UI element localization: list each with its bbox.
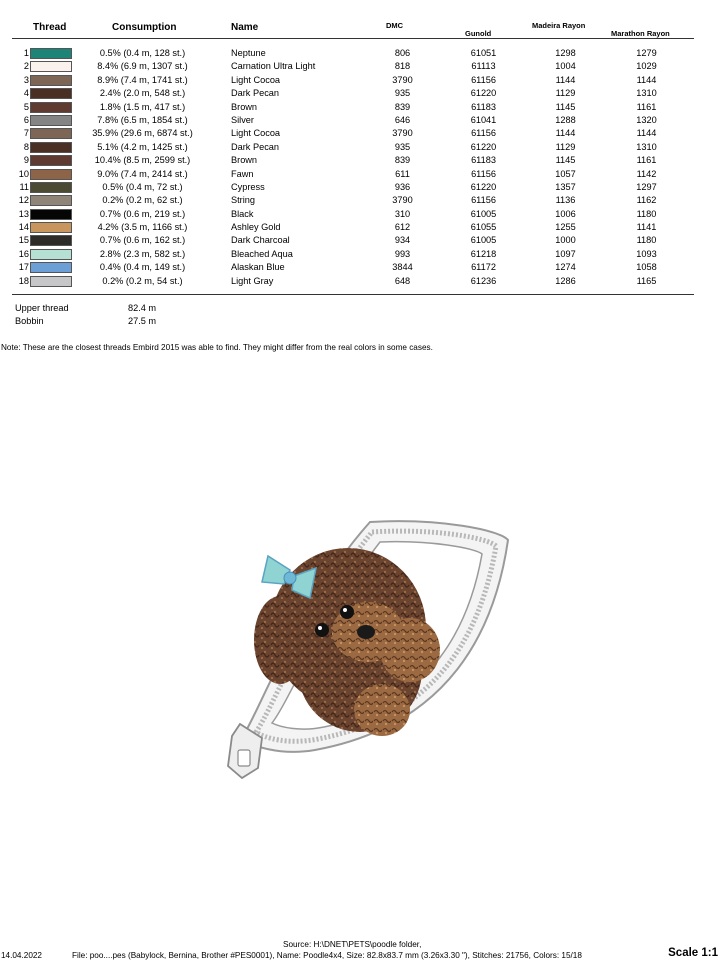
thread-row (0, 181, 720, 194)
thread-madeira: 1006 (555, 208, 576, 219)
upper-thread-label: Upper thread (15, 303, 69, 313)
thread-madeira: 1145 (555, 101, 576, 112)
thread-color-swatch (30, 262, 72, 273)
thread-marathon: 1310 (636, 141, 657, 152)
thread-marathon: 1142 (636, 168, 657, 179)
thread-consumption: 0.5% (0.4 m, 128 st.) (99, 48, 186, 58)
thread-row (0, 168, 720, 181)
thread-gunold: 61005 (470, 208, 497, 219)
note-text: Note: These are the closest threads Embird 2015 was able to find. They might differ from the real colors in some cases. (1, 343, 433, 352)
thread-marathon: 1144 (636, 128, 657, 139)
thread-row (0, 208, 720, 221)
table-bottom-rule (12, 294, 694, 295)
thread-marathon: 1162 (636, 195, 657, 206)
thread-name: Brown (231, 101, 258, 112)
thread-list (0, 47, 720, 288)
thread-gunold: 61005 (470, 235, 497, 246)
thread-number: 14 (18, 222, 29, 233)
thread-madeira: 1357 (555, 181, 576, 192)
thread-color-swatch (30, 88, 72, 99)
thread-name: Light Gray (231, 275, 274, 286)
thread-row (0, 141, 720, 154)
thread-row (0, 74, 720, 87)
thread-gunold: 61156 (471, 168, 496, 179)
thread-number: 10 (18, 168, 29, 179)
thread-gunold: 61055 (470, 222, 497, 233)
thread-consumption: 2.4% (2.0 m, 548 st.) (99, 88, 186, 99)
thread-marathon: 1058 (636, 262, 657, 273)
thread-madeira: 1145 (555, 155, 576, 166)
thread-marathon: 1165 (636, 275, 657, 286)
footer-file-info: File: poo....pes (Babylock, Bernina, Brother #PES0001), Name: Poodle4x4, Size: 82.8x83.7 mm (3.26x3.30 "), Stitches: 21756, Colors: 15/18 (72, 951, 582, 960)
thread-consumption: 0.7% (0.6 m, 162 st.) (99, 235, 186, 246)
thread-dmc: 935 (394, 88, 411, 99)
thread-color-swatch (30, 128, 72, 139)
thread-dmc: 993 (394, 248, 411, 259)
thread-gunold: 61172 (471, 262, 496, 273)
thread-color-swatch (30, 182, 72, 193)
footer-source: Source: H:\DNET\PETS\poodle folder, (283, 940, 422, 949)
thread-consumption: 0.2% (0.2 m, 54 st.) (102, 275, 183, 286)
thread-number: 4 (23, 88, 29, 99)
thread-color-swatch (30, 142, 72, 153)
thread-name: Silver (231, 114, 254, 125)
thread-dmc: 839 (394, 101, 411, 112)
thread-number: 1 (23, 48, 29, 58)
thread-number: 15 (18, 235, 29, 246)
thread-consumption: 5.1% (4.2 m, 1425 st.) (97, 141, 188, 152)
thread-madeira: 1057 (555, 168, 576, 179)
thread-madeira: 1129 (555, 141, 576, 152)
thread-color-swatch (30, 222, 72, 233)
thread-gunold: 61183 (471, 155, 496, 166)
thread-dmc: 935 (394, 141, 411, 152)
thread-number: 5 (23, 101, 29, 112)
thread-row (0, 60, 720, 73)
thread-name: Dark Pecan (231, 88, 280, 99)
thread-number: 13 (18, 208, 29, 219)
thread-marathon: 1161 (636, 101, 657, 112)
thread-name: String (231, 195, 256, 206)
bobbin-label: Bobbin (15, 316, 44, 326)
thread-name: Carnation Ultra Light (231, 61, 316, 72)
thread-gunold: 61236 (470, 275, 497, 286)
header-marathon: Marathon Rayon (611, 29, 670, 38)
header-consumption: Consumption (112, 22, 177, 33)
thread-gunold: 61220 (470, 141, 497, 152)
thread-name: Ashley Gold (231, 222, 281, 233)
thread-consumption: 0.4% (0.4 m, 149 st.) (99, 262, 186, 273)
thread-name: Light Cocoa (231, 74, 281, 85)
thread-madeira: 1136 (555, 195, 576, 206)
thread-madeira: 1298 (555, 48, 576, 58)
thread-consumption: 10.4% (8.5 m, 2599 st.) (94, 155, 191, 166)
thread-row (0, 194, 720, 207)
header-thread: Thread (33, 22, 67, 33)
thread-consumption: 0.2% (0.2 m, 62 st.) (102, 195, 183, 206)
thread-marathon: 1180 (636, 235, 657, 246)
thread-row (0, 154, 720, 167)
thread-consumption: 1.8% (1.5 m, 417 st.) (99, 101, 186, 112)
thread-gunold: 61218 (470, 248, 497, 259)
thread-gunold: 61156 (471, 128, 496, 139)
thread-gunold: 61113 (471, 61, 496, 72)
thread-dmc: 612 (394, 222, 411, 233)
thread-marathon: 1144 (636, 74, 657, 85)
thread-number: 11 (19, 181, 29, 192)
thread-name: Dark Pecan (231, 141, 280, 152)
thread-name: Neptune (231, 48, 266, 58)
footer-date: 14.04.2022 (1, 951, 42, 960)
thread-dmc: 3790 (392, 195, 413, 206)
thread-color-swatch (30, 102, 72, 113)
thread-gunold: 61220 (470, 181, 497, 192)
thread-consumption: 9.0% (7.4 m, 2414 st.) (97, 168, 188, 179)
thread-color-swatch (30, 169, 72, 180)
thread-row (0, 101, 720, 114)
thread-gunold: 61156 (471, 195, 496, 206)
thread-marathon: 1093 (636, 248, 657, 259)
thread-row (0, 114, 720, 127)
thread-number: 6 (23, 114, 29, 125)
bobbin-value: 27.5 m (128, 316, 157, 326)
thread-dmc: 936 (394, 181, 411, 192)
header-madeira: Madeira Rayon (532, 21, 586, 30)
thread-dmc: 646 (394, 114, 411, 125)
thread-madeira: 1000 (555, 235, 576, 246)
header-name: Name (231, 22, 259, 33)
thread-number: 17 (18, 262, 29, 273)
thread-name: Light Cocoa (231, 128, 281, 139)
embroidery-design-image (220, 510, 520, 780)
thread-color-swatch (30, 75, 72, 86)
thread-dmc: 648 (394, 275, 411, 286)
thread-madeira: 1097 (555, 248, 576, 259)
thread-consumption: 2.8% (2.3 m, 582 st.) (99, 248, 186, 259)
thread-number: 12 (18, 195, 29, 206)
thread-madeira: 1004 (555, 61, 576, 72)
thread-marathon: 1161 (636, 155, 657, 166)
thread-dmc: 3790 (392, 128, 413, 139)
thread-name: Cypress (231, 181, 265, 192)
thread-number: 9 (23, 155, 29, 166)
thread-marathon: 1180 (636, 208, 657, 219)
thread-row (0, 47, 720, 60)
thread-dmc: 3844 (392, 262, 413, 273)
thread-dmc: 934 (394, 235, 411, 246)
thread-color-swatch (30, 249, 72, 260)
thread-row (0, 87, 720, 100)
thread-madeira: 1274 (555, 262, 576, 273)
thread-madeira: 1144 (555, 74, 576, 85)
thread-row (0, 261, 720, 274)
thread-madeira: 1144 (555, 128, 576, 139)
header-rule (12, 38, 694, 39)
thread-gunold: 61051 (470, 48, 497, 58)
thread-gunold: 61220 (470, 88, 497, 99)
thread-name: Brown (231, 155, 258, 166)
thread-dmc: 611 (395, 168, 410, 179)
thread-madeira: 1255 (555, 222, 576, 233)
thread-color-swatch (30, 209, 72, 220)
thread-consumption: 0.5% (0.4 m, 72 st.) (102, 181, 183, 192)
thread-consumption: 35.9% (29.6 m, 6874 st.) (92, 128, 193, 139)
thread-marathon: 1297 (636, 181, 657, 192)
thread-madeira: 1129 (555, 88, 576, 99)
thread-gunold: 61041 (470, 114, 497, 125)
thread-marathon: 1320 (636, 114, 657, 125)
thread-row (0, 275, 720, 288)
thread-marathon: 1029 (636, 61, 657, 72)
thread-consumption: 0.7% (0.6 m, 219 st.) (99, 208, 186, 219)
thread-consumption: 7.8% (6.5 m, 1854 st.) (97, 114, 188, 125)
thread-consumption: 8.4% (6.9 m, 1307 st.) (97, 61, 188, 72)
thread-number: 2 (23, 61, 29, 72)
thread-color-swatch (30, 48, 72, 59)
thread-name: Alaskan Blue (231, 262, 285, 273)
thread-row (0, 234, 720, 247)
thread-dmc: 806 (394, 48, 411, 58)
thread-color-swatch (30, 61, 72, 72)
thread-marathon: 1310 (636, 88, 657, 99)
thread-row (0, 248, 720, 261)
upper-thread-value: 82.4 m (128, 303, 157, 313)
thread-consumption: 8.9% (7.4 m, 1741 st.) (97, 74, 188, 85)
thread-dmc: 839 (394, 155, 411, 166)
thread-marathon: 1141 (636, 222, 657, 233)
header-dmc: DMC (386, 21, 404, 30)
thread-color-swatch (30, 235, 72, 246)
thread-number: 3 (23, 74, 29, 85)
thread-gunold: 61183 (471, 101, 496, 112)
thread-color-swatch (30, 195, 72, 206)
thread-consumption: 4.2% (3.5 m, 1166 st.) (97, 222, 188, 233)
thread-name: Dark Charcoal (231, 235, 290, 246)
thread-madeira: 1288 (555, 114, 576, 125)
thread-dmc: 310 (394, 208, 411, 219)
thread-madeira: 1286 (555, 275, 576, 286)
thread-name: Bleached Aqua (231, 248, 293, 259)
thread-dmc: 3790 (392, 74, 413, 85)
thread-color-swatch (30, 276, 72, 287)
thread-number: 7 (23, 128, 29, 139)
thread-number: 8 (23, 141, 29, 152)
thread-color-swatch (30, 155, 72, 166)
thread-name: Black (231, 208, 254, 219)
thread-gunold: 61156 (471, 74, 496, 85)
thread-dmc: 818 (394, 61, 411, 72)
thread-number: 18 (18, 275, 29, 286)
scale-label: Scale 1:1 (668, 947, 718, 959)
header-gunold: Gunold (465, 29, 492, 38)
thread-row (0, 221, 720, 234)
thread-name: Fawn (231, 168, 254, 179)
thread-marathon: 1279 (636, 48, 657, 58)
thread-number: 16 (18, 248, 29, 259)
thread-row (0, 127, 720, 140)
thread-color-swatch (30, 115, 72, 126)
